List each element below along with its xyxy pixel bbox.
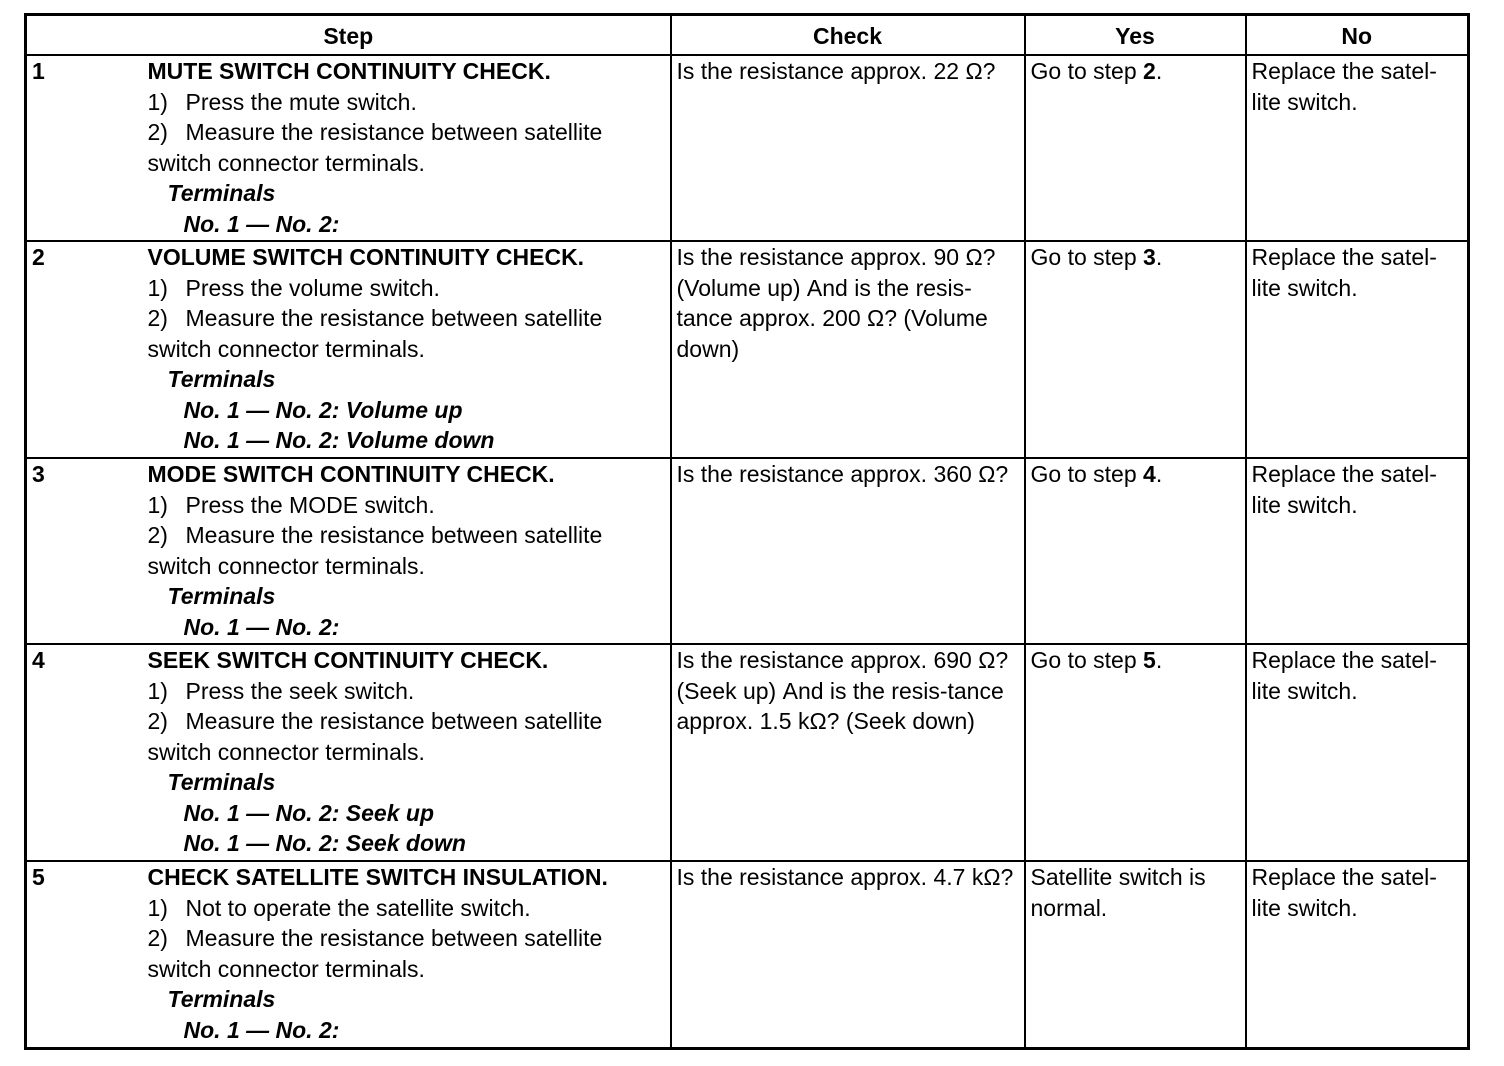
no-cell: Replace the satel-lite switch. (1246, 55, 1469, 241)
step-title: SEEK SWITCH CONTINUITY CHECK. (147, 647, 549, 673)
step-number: 4 (26, 644, 143, 861)
check-cell: Is the resistance approx. 360 Ω? (671, 458, 1025, 644)
terminals-heading: Terminals (167, 986, 276, 1012)
yes-suffix: . (1155, 58, 1163, 84)
yes-text: Go to step (1030, 461, 1144, 487)
check-cell: Is the resistance approx. 22 Ω? (671, 55, 1025, 241)
terminal-pair: No. 1 — No. 2: (183, 210, 340, 237)
step-number: 2 (26, 241, 143, 458)
yes-cell (1025, 458, 1246, 644)
check-cell: Is the resistance approx. 690 Ω? (Seek up) And is the resis-tance approx. 1.5 kΩ? (Seek down) (671, 644, 1025, 861)
yes-suffix: . (1155, 244, 1163, 270)
step-sub-number: 1) (147, 274, 168, 301)
step-sub-number: 1) (147, 894, 168, 921)
table-row (26, 55, 1469, 241)
no-cell: Replace the satel-lite switch. (1246, 458, 1469, 644)
terminal-pair: No. 1 — No. 2: Seek up (183, 799, 434, 826)
terminal-pair: No. 1 — No. 2: Volume down (183, 427, 495, 453)
step-sub-number: 2) (147, 119, 168, 145)
step-title: CHECK SATELLITE SWITCH INSULATION. (147, 864, 608, 890)
yes-text: Go to step (1030, 58, 1144, 84)
step-sub-2 (148, 706, 665, 767)
step-sub-number: 2) (147, 925, 168, 951)
check-cell: Is the resistance approx. 4.7 kΩ? (671, 861, 1025, 1048)
step-cell (143, 861, 671, 1048)
step-number: 1 (26, 55, 143, 241)
step-sub-number: 1) (147, 491, 168, 518)
step-sub-1 (148, 893, 665, 924)
terminals-heading: Terminals (167, 583, 276, 609)
step-sub-text: Press the mute switch. (185, 88, 417, 115)
terminals-heading: Terminals (167, 769, 276, 795)
step-sub-text: Measure the resistance between satellite switch connector terminals. (147, 305, 603, 362)
header-step: Step (26, 15, 671, 56)
header-check: Check (671, 15, 1025, 56)
step-cell (143, 241, 671, 458)
step-cell (143, 55, 671, 241)
step-sub-number: 2) (147, 305, 168, 331)
step-sub-number: 2) (147, 708, 168, 734)
no-cell: Replace the satel-lite switch. (1246, 861, 1469, 1048)
table-row (26, 241, 1469, 458)
terminal-pair: No. 1 — No. 2: (183, 613, 340, 640)
step-sub-text: Not to operate the satellite switch. (185, 894, 531, 921)
step-number: 5 (26, 861, 143, 1048)
step-sub-2 (148, 520, 665, 581)
step-sub-text: Press the seek switch. (185, 677, 415, 704)
yes-text: Satellite switch is normal. (1030, 864, 1206, 921)
yes-text: Go to step (1030, 244, 1144, 270)
step-sub-number: 2) (147, 522, 168, 548)
no-cell: Replace the satel-lite switch. (1246, 241, 1469, 458)
step-sub-text: Measure the resistance between satellite switch connector terminals. (147, 708, 603, 765)
yes-cell (1025, 644, 1246, 861)
step-sub-text: Press the MODE switch. (185, 491, 435, 518)
yes-cell (1025, 861, 1246, 1048)
yes-suffix: . (1155, 647, 1163, 673)
step-cell (143, 644, 671, 861)
table-row (26, 644, 1469, 861)
step-sub-2 (148, 303, 665, 364)
step-sub-1 (148, 87, 665, 118)
step-title: VOLUME SWITCH CONTINUITY CHECK. (147, 244, 585, 270)
yes-cell (1025, 241, 1246, 458)
step-sub-1 (148, 490, 665, 521)
step-sub-1 (148, 676, 665, 707)
step-sub-text: Measure the resistance between satellite switch connector terminals. (147, 119, 603, 176)
step-sub-text: Press the volume switch. (185, 274, 440, 301)
step-sub-text: Measure the resistance between satellite switch connector terminals. (147, 522, 603, 579)
yes-step-number: 5 (1143, 647, 1156, 673)
yes-suffix: . (1155, 461, 1163, 487)
step-sub-1 (148, 273, 665, 304)
terminals-heading: Terminals (167, 366, 276, 392)
step-sub-number: 1) (147, 88, 168, 115)
step-cell (143, 458, 671, 644)
header-yes: Yes (1025, 15, 1246, 56)
yes-step-number: 4 (1143, 461, 1156, 487)
table-row (26, 861, 1469, 1048)
step-sub-number: 1) (147, 677, 168, 704)
terminal-pair: No. 1 — No. 2: Seek down (183, 830, 466, 856)
step-sub-2 (148, 923, 665, 984)
table-row (26, 458, 1469, 644)
no-cell: Replace the satel-lite switch. (1246, 644, 1469, 861)
step-sub-text: Measure the resistance between satellite switch connector terminals. (147, 925, 603, 982)
diagnostic-table (24, 13, 1470, 1050)
terminal-pair: No. 1 — No. 2: (183, 1016, 340, 1043)
header-row (26, 15, 1469, 56)
step-title: MUTE SWITCH CONTINUITY CHECK. (147, 58, 551, 84)
yes-step-number: 3 (1143, 244, 1156, 270)
step-number: 3 (26, 458, 143, 644)
yes-text: Go to step (1030, 647, 1144, 673)
yes-cell (1025, 55, 1246, 241)
step-sub-2 (148, 117, 665, 178)
terminals-heading: Terminals (167, 180, 276, 206)
check-cell: Is the resistance approx. 90 Ω? (Volume up) And is the resis-tance approx. 200 Ω? (Volume down) (671, 241, 1025, 458)
step-title: MODE SWITCH CONTINUITY CHECK. (147, 461, 555, 487)
header-no: No (1246, 15, 1469, 56)
terminal-pair: No. 1 — No. 2: Volume up (183, 396, 463, 423)
yes-step-number: 2 (1143, 58, 1156, 84)
